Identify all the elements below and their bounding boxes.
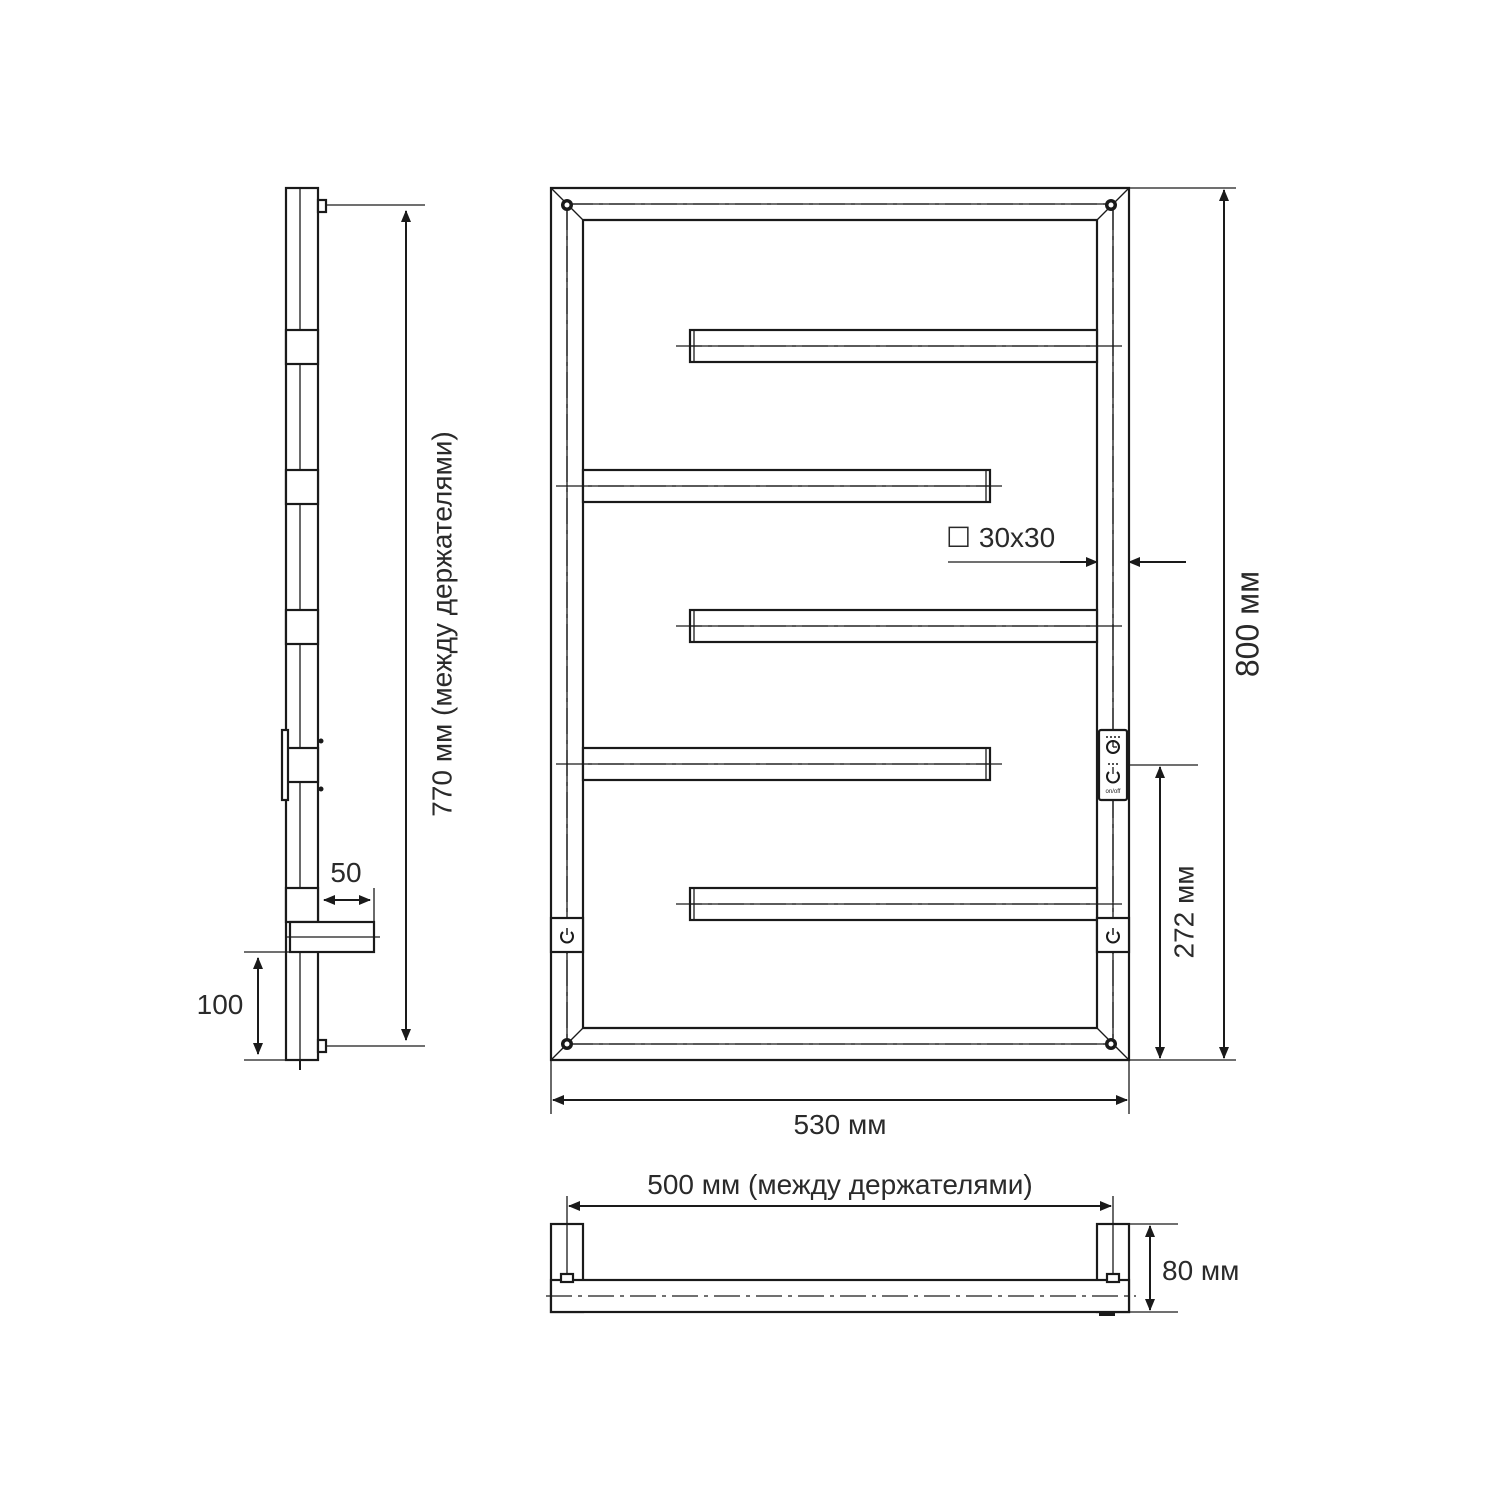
- screw-icon: [1105, 199, 1117, 211]
- wall-holder-top: [318, 200, 326, 212]
- side-bar-joint: [286, 888, 318, 922]
- label-100: 100: [196, 989, 244, 1020]
- top-holder-right: [1107, 1274, 1119, 1282]
- label-profile: ☐ 30х30: [946, 522, 1056, 553]
- side-control-box: [282, 730, 288, 800]
- side-bar-joint: [286, 470, 318, 504]
- bracket-left: [551, 918, 583, 952]
- towel-bar: [676, 888, 1126, 920]
- screw-icon: [1105, 1038, 1117, 1050]
- label-272: 272 мм: [1168, 865, 1200, 959]
- label-50: 50: [330, 857, 362, 888]
- power-label: on/off: [1105, 789, 1121, 795]
- label-500: 500 мм (между держателями): [647, 1169, 1033, 1200]
- label-800: 800 мм: [1229, 570, 1266, 678]
- screw-icon: [561, 199, 573, 211]
- label-530: 530 мм: [793, 1109, 887, 1140]
- label-80: 80 мм: [1162, 1255, 1240, 1286]
- screw-icon: [561, 1038, 573, 1050]
- wall-holder-bottom: [318, 1040, 326, 1052]
- top-holder-left: [561, 1274, 573, 1282]
- side-bar-joint: [286, 610, 318, 644]
- front-view: [551, 188, 1265, 1140]
- bracket-right: [1097, 918, 1129, 952]
- side-bar-joint: [286, 330, 318, 364]
- control-panel: [1099, 730, 1127, 800]
- towel-bar: [556, 748, 1004, 780]
- towel-bar: [676, 330, 1126, 362]
- label-770: 770 мм (между держателями): [426, 431, 458, 817]
- side-bar-joint: [286, 748, 318, 782]
- top-view: [546, 1169, 1239, 1316]
- towel-bar: [556, 470, 1004, 502]
- towel-bar: [676, 610, 1126, 642]
- side-view: [197, 188, 458, 1070]
